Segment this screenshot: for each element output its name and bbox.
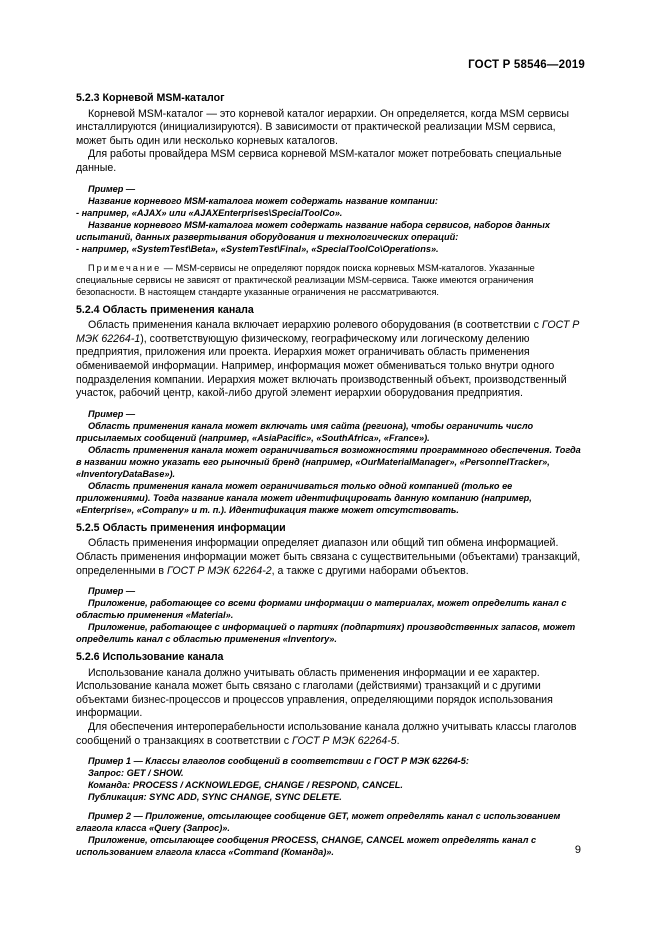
- example-block: [76, 408, 582, 516]
- example-title: Пример —: [88, 408, 136, 419]
- example-block: [76, 810, 582, 858]
- example-title: Пример 1 — Классы глаголов сообщений в соответствии с ГОСТ Р МЭК 62264-5:: [88, 756, 469, 767]
- section-heading-5-2-3: 5.2.3 Корневой MSM-каталог: [76, 92, 225, 104]
- section-heading-5-2-6: 5.2.6 Использование канала: [76, 651, 224, 664]
- example-line: Пример 2 — Приложение, отсылающее сообщение GET, может определять канал с использованием глагола класса «Query (Запрос)».: [76, 811, 561, 834]
- example-line: Запрос: GET / SHOW.: [88, 768, 184, 779]
- note-label: Примечание: [88, 262, 162, 273]
- example-title: Пример —: [88, 183, 136, 194]
- example-block: [76, 755, 582, 803]
- paragraph: Использование канала должно учитывать область применения информации и ее характер. Использование канала может быть связано с глаголами (действиями) транзакций и с другими объектами бизнес-процессов и процессов управления, определяющими порядок использования информации.: [76, 666, 553, 720]
- example-block: [76, 183, 582, 255]
- document-body: [76, 92, 582, 858]
- paragraph: [76, 319, 582, 401]
- paragraph: [76, 537, 582, 578]
- standard-reference: ГОСТ Р МЭК 62264-1: [76, 319, 580, 345]
- example-line: Область применения канала может ограничиваться возможностями программного обеспечения. Тогда в названии можно указать его рыночный бренд (например, «OurMaterialManager», «PersonnelTracker», «InventoryDataBase»).: [76, 444, 581, 479]
- example-line: Название корневого MSM-каталога может содержать название компании:: [88, 195, 438, 206]
- section-heading-5-2-4: 5.2.4 Область применения канала: [76, 303, 254, 316]
- text-span: Область применения канала включает иерархию ролевого оборудования (в соответствии с: [88, 319, 542, 332]
- example-line: - например, «SystemTest\Beta», «SystemTest\Final», «SpecialToolCo\Operations».: [76, 243, 439, 254]
- example-line: Приложение, отсылающее сообщения PROCESS, CHANGE, CANCEL может определять канал с использованием глагола класса «Command (Команда)».: [76, 835, 537, 858]
- paragraph: Корневой MSM-каталог — это корневой каталог иерархии. Он определяется, когда MSM сервисы инсталлируются (инициализируются). В зависимости от практической реализации MSM сервиса, может быть один или несколько корневых каталогов.: [76, 107, 569, 147]
- note: [76, 262, 582, 298]
- standard-reference: ГОСТ Р МЭК 62264-5: [292, 734, 397, 747]
- example-title: Пример —: [88, 586, 136, 597]
- text-span: .: [396, 734, 400, 747]
- paragraph: [76, 721, 582, 748]
- example-line: Область применения канала может включать имя сайта (региона), чтобы ограничить число присылаемых сообщений (например, «AsiaPacific», «SouthAfrica», «France»).: [76, 420, 534, 443]
- note-text: — MSM-сервисы не определяют порядок поиска корневых MSM-каталогов. Указанные специальные сервисы не зависят от практической реализации MSM-сервиса. Также имеются ограничения безопасности. В настоящем стандарте указанные ограничения не рассматриваются.: [76, 262, 535, 297]
- text-span: ), соответствующую физическому, географическому или логическому делению предприятия, приложения или проекта. Иерархия может ограничивать область применения обмениваемой информации. Например, информация может обмениваться только внутри одного подразделения компании. Иерархия может включать производственный объект, производственный участок, рабочий центр, какой-либо другой элемент иерархии оборудования предприятия.: [76, 332, 567, 400]
- paragraph: Для работы провайдера MSM сервиса корневой MSM-каталог может потребовать специальные данные.: [76, 148, 562, 174]
- text-span: , а также с другими наборами объектов.: [271, 564, 469, 577]
- standard-reference: ГОСТ Р МЭК 62264-2: [167, 564, 272, 577]
- text-span: Область применения информации определяет диапазон или общий тип обмена информацией. Область применения информации может быть связана с существительными (объектами) транзакций, определенными в: [76, 537, 581, 577]
- text-span: Для обеспечения интероперабельности использование канала должно учитывать классы глаголов сообщений о транзакциях в соответствии с: [76, 721, 577, 747]
- section-heading-5-2-5: 5.2.5 Область применения информации: [76, 521, 286, 534]
- example-line: Название корневого MSM-каталога может содержать название набора сервисов, наборов данных испытаний, данных развертывания оборудования и технологических операций:: [76, 219, 551, 242]
- example-line: Команда: PROCESS / ACKNOWLEDGE, CHANGE / RESPOND, CANCEL.: [88, 780, 403, 791]
- example-line: Публикация: SYNC ADD, SYNC CHANGE, SYNC DELETE.: [88, 792, 342, 803]
- example-line: - например, «AJAX» или «AJAXEnterprises\SpecialToolCo».: [76, 207, 343, 218]
- example-block: [76, 585, 582, 645]
- example-line: Область применения канала может ограничиваться только одной компанией (только ее приложениями). Тогда название канала может идентифицировать данную компанию (например, «Enterprise», «Company» и т. п.). Идентификация также может отсутствовать.: [76, 480, 532, 515]
- page-number: 9: [574, 844, 581, 856]
- example-line: Приложение, работающее с информацией о партиях (подпартиях) производственных запасов, может определить канал с областью применения «Inventory».: [76, 622, 576, 645]
- example-line: Приложение, работающее со всеми формами информации о материалах, может определить канал с областью применения «Material».: [76, 598, 567, 621]
- document-id-header: ГОСТ Р 58546—2019: [468, 59, 585, 71]
